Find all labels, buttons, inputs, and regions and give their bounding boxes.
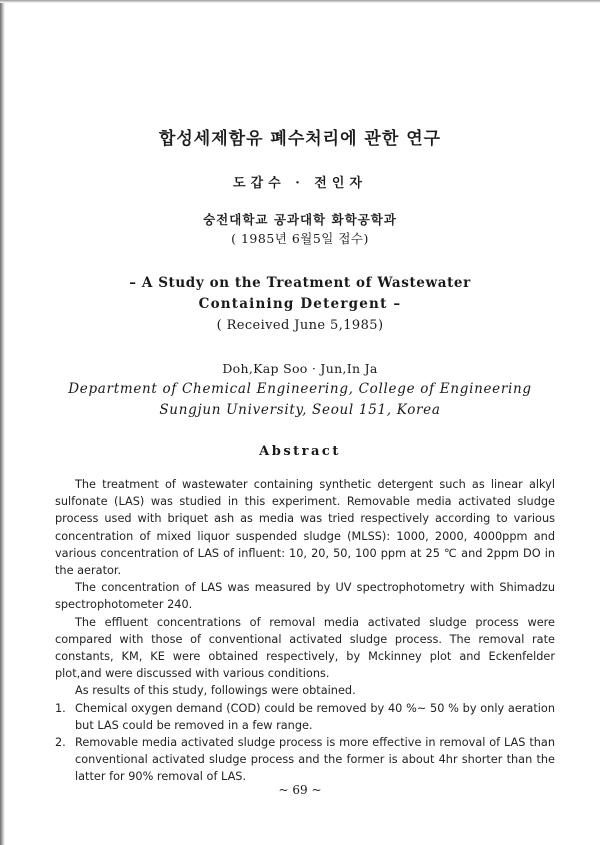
abstract-paragraph-3: The effluent concentrations of removal media activated sludge process were compared with those of conventional activated sludge process. The removal rate constants, KM, KE were obtained respectively, by Mckinney plot and Eckenfelder plot,and were discussed with various conditions. [55,615,555,681]
abstract-body [55,476,555,786]
english-authors: Doh,Kap Soo · Jun,In Ja [222,361,378,376]
korean-affiliation: 숭전대학교 공과대학 화학공학과 [203,212,397,227]
result-item-2 [55,734,555,786]
result-item-text: Chemical oxygen demand (COD) could be removed by 40 %~ 50 % by only aeration but LAS could be removed in a few range. [75,701,555,732]
abstract-paragraph-4: As results of this study, followings were obtained. [75,684,356,698]
page-number: ~ 69 ~ [278,783,322,797]
result-item-number: 1. [55,701,66,715]
korean-title: 합성세제함유 폐수처리에 관한 연구 [158,129,442,149]
english-received-date: ( Received June 5,1985) [216,318,384,333]
english-title-line2: Containing Detergent – [198,296,402,312]
result-item-text: Removable media activated sludge process is more effective in removal of LAS than conventional activated sludge process and the former is about 4hr shorter than the latter for 90% removal of LAS. [75,736,555,784]
result-item-1 [55,700,555,734]
korean-authors: 도갑수 · 전인자 [233,176,367,191]
abstract-heading: Abstract [259,444,341,459]
scan-edge-top [0,0,600,3]
korean-received-date: ( 1985년 6월5일 접수) [231,231,369,246]
english-university: Sungjun University, Seoul 151, Korea [159,402,441,418]
abstract-paragraph-1: The treatment of wastewater containing synthetic detergent such as linear alkyl sulfonate (LAS) was studied in this experiment. Removable media activated sludge process used with briquet ash as media was tried respectively according to various concentration of mixed liquor suspended sludge (MLSS): 1000, 2000, 4000ppm and various concentration of LAS of influent: 10, 20, 50, 100 ppm at 25 ℃ and 2ppm DO in the aerator. [55,478,555,578]
abstract-paragraph-2: The concentration of LAS was measured by UV spectrophotometry with Shimadzu spectrophotometer 240. [55,581,555,612]
result-item-number: 2. [55,736,66,750]
english-title-line1: – A Study on the Treatment of Wastewater [129,275,471,291]
english-department: Department of Chemical Engineering, College of Engineering [68,381,532,397]
